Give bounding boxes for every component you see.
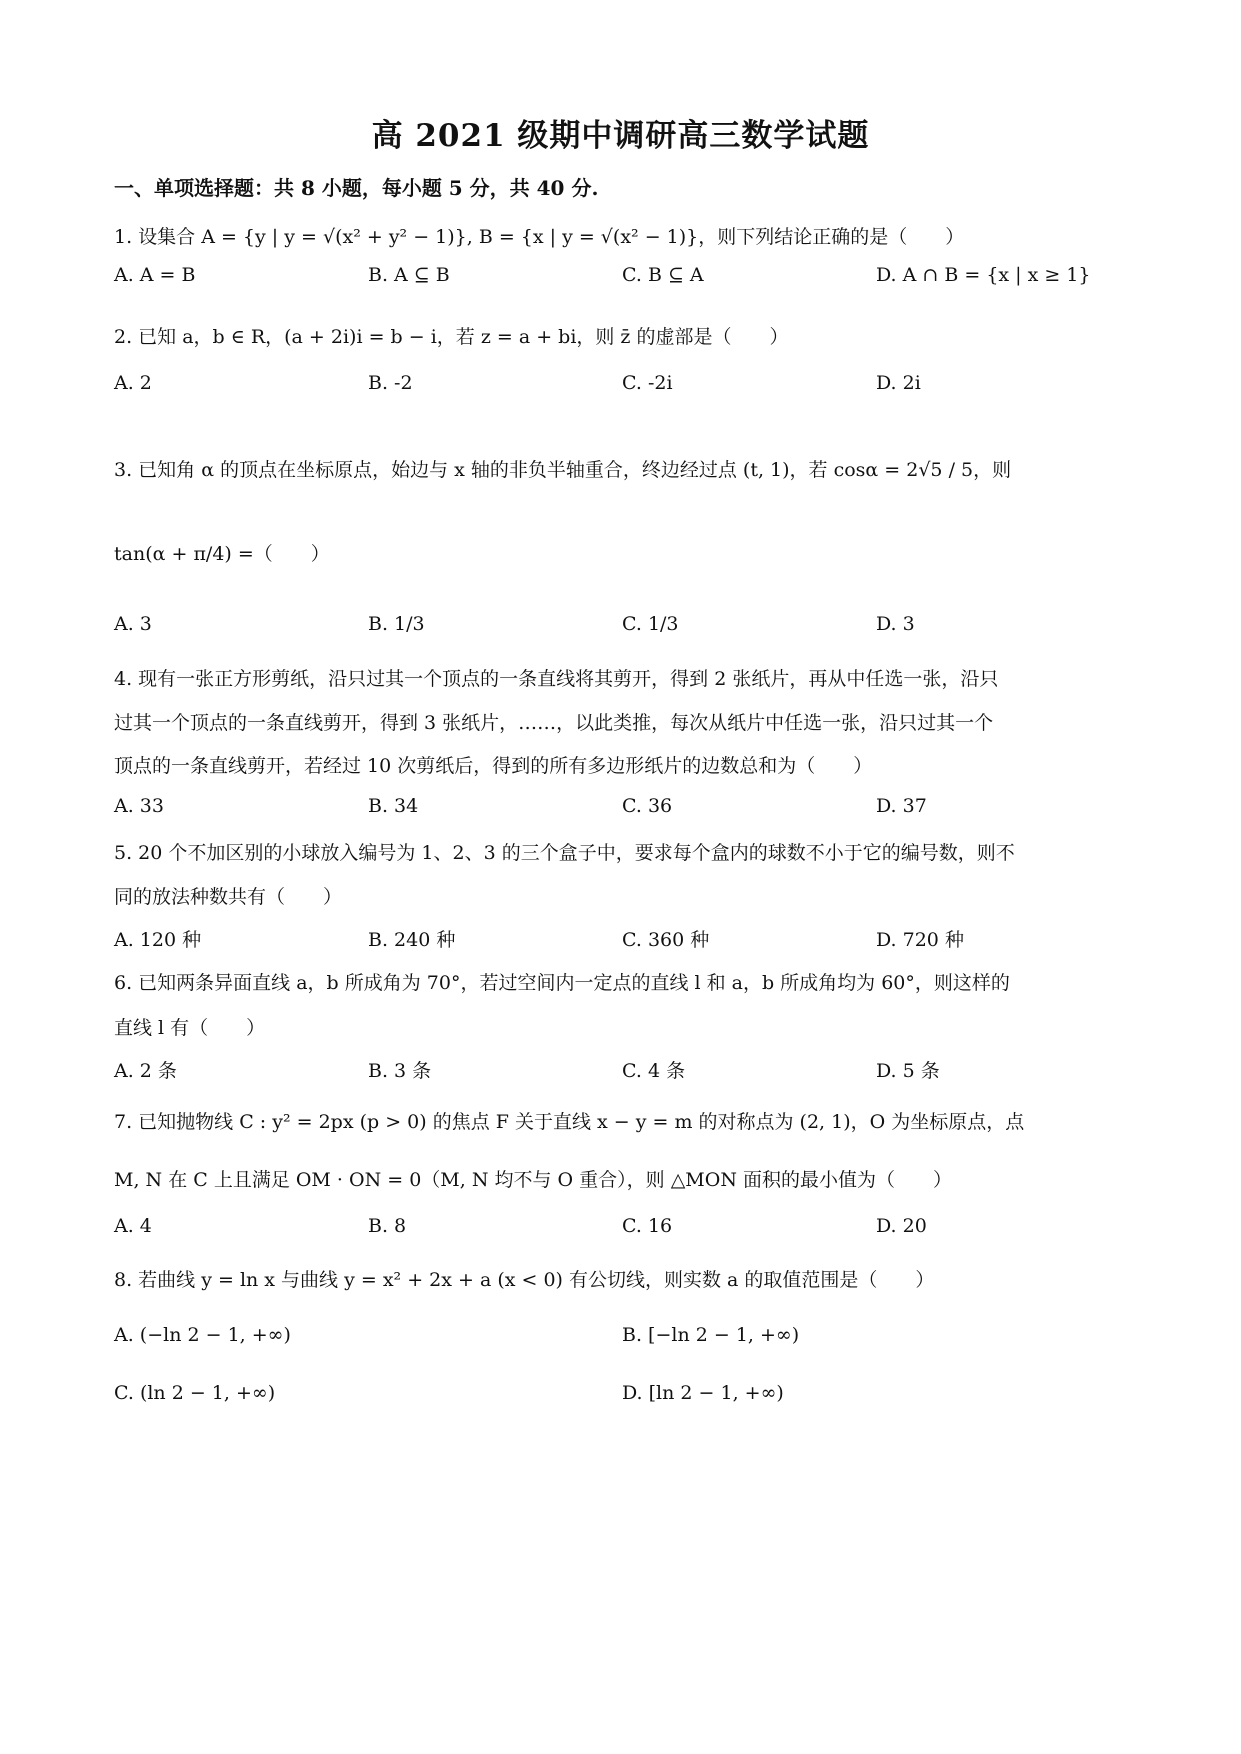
q6-option-d: D. 5 条 (876, 1060, 940, 1082)
q2-stem-line1: 2. 已知 a，b ∈ R，(a + 2i)i = b − i，若 z = a + bi，则 z̄ 的虚部是（ ） (114, 326, 789, 348)
q5-stem-line1: 5. 20 个不加区别的小球放入编号为 1、2、3 的三个盒子中，要求每个盒内的球数不小于它的编号数，则不 (114, 842, 1015, 864)
q1-option-a: A. A = B (114, 264, 196, 286)
q8-stem-line1: 8. 若曲线 y = ln x 与曲线 y = x² + 2x + a (x < 0) 有公切线，则实数 a 的取值范围是（ ） (114, 1269, 935, 1291)
section-heading: 一、单项选择题：共 8 小题，每小题 5 分，共 40 分. (114, 176, 599, 200)
q7-option-d: D. 20 (876, 1215, 927, 1237)
q5-stem-line2: 同的放法种数共有（ ） (114, 886, 343, 908)
q2-option-a: A. 2 (114, 372, 152, 394)
q1-stem-line1: 1. 设集合 A = {y | y = √(x² + y² − 1)}, B = {x | y = √(x² − 1)}，则下列结论正确的是（ ） (114, 226, 965, 248)
q4-option-b: B. 34 (368, 795, 419, 817)
q8-option-a: A. (−ln 2 − 1, +∞) (114, 1324, 291, 1346)
q1-option-c: C. B ⊆ A (622, 264, 704, 286)
q3-option-d: D. 3 (876, 613, 915, 635)
q3-option-c: C. 1/3 (622, 613, 679, 635)
q6-stem-line2: 直线 l 有（ ） (114, 1017, 266, 1039)
q4-stem-line3: 顶点的一条直线剪开，若经过 10 次剪纸后，得到的所有多边形纸片的边数总和为（ ） (114, 755, 873, 777)
q5-option-a: A. 120 种 (114, 929, 202, 951)
q8-option-c: C. (ln 2 − 1, +∞) (114, 1382, 276, 1404)
q7-stem-line1: 7. 已知抛物线 C : y² = 2px (p > 0) 的焦点 F 关于直线 x − y = m 的对称点为 (2, 1)，O 为坐标原点，点 (114, 1111, 1025, 1133)
q7-option-b: B. 8 (368, 1215, 407, 1237)
q6-option-c: C. 4 条 (622, 1060, 686, 1082)
q1-option-d: D. A ∩ B = {x | x ≥ 1} (876, 264, 1091, 286)
q3-stem-line2: tan(α + π/4) =（ ） (114, 543, 330, 565)
q3-stem-line1: 3. 已知角 α 的顶点在坐标原点，始边与 x 轴的非负半轴重合，终边经过点 (t, 1)，若 cosα = 2√5 / 5，则 (114, 459, 1012, 481)
q1-option-b: B. A ⊆ B (368, 264, 450, 286)
q6-option-a: A. 2 条 (114, 1060, 177, 1082)
q2-option-b: B. -2 (368, 372, 413, 394)
q4-option-d: D. 37 (876, 795, 927, 817)
q5-option-c: C. 360 种 (622, 929, 710, 951)
q8-option-b: B. [−ln 2 − 1, +∞) (622, 1324, 800, 1346)
q4-option-a: A. 33 (114, 795, 164, 817)
q6-option-b: B. 3 条 (368, 1060, 432, 1082)
q3-option-b: B. 1/3 (368, 613, 425, 635)
q7-option-c: C. 16 (622, 1215, 673, 1237)
q7-stem-line2: M, N 在 C 上且满足 OM · ON = 0（M, N 均不与 O 重合），则 △MON 面积的最小值为（ ） (114, 1169, 952, 1191)
q7-option-a: A. 4 (114, 1215, 152, 1237)
q4-stem-line1: 4. 现有一张正方形剪纸，沿只过其一个顶点的一条直线将其剪开，得到 2 张纸片，再从中任选一张，沿只 (114, 668, 999, 690)
q3-option-a: A. 3 (114, 613, 152, 635)
q8-option-d: D. [ln 2 − 1, +∞) (622, 1382, 784, 1404)
q4-option-c: C. 36 (622, 795, 673, 817)
q2-option-c: C. -2i (622, 372, 673, 394)
q6-stem-line1: 6. 已知两条异面直线 a，b 所成角为 70°，若过空间内一定点的直线 l 和 a，b 所成角均为 60°，则这样的 (114, 972, 1010, 994)
q5-option-b: B. 240 种 (368, 929, 456, 951)
q4-stem-line2: 过其一个顶点的一条直线剪开，得到 3 张纸片，……，以此类推，每次从纸片中任选一张，沿只过其一个 (114, 712, 994, 734)
q5-option-d: D. 720 种 (876, 929, 964, 951)
q2-option-d: D. 2i (876, 372, 921, 394)
exam-title: 高 2021 级期中调研高三数学试题 (371, 118, 870, 154)
